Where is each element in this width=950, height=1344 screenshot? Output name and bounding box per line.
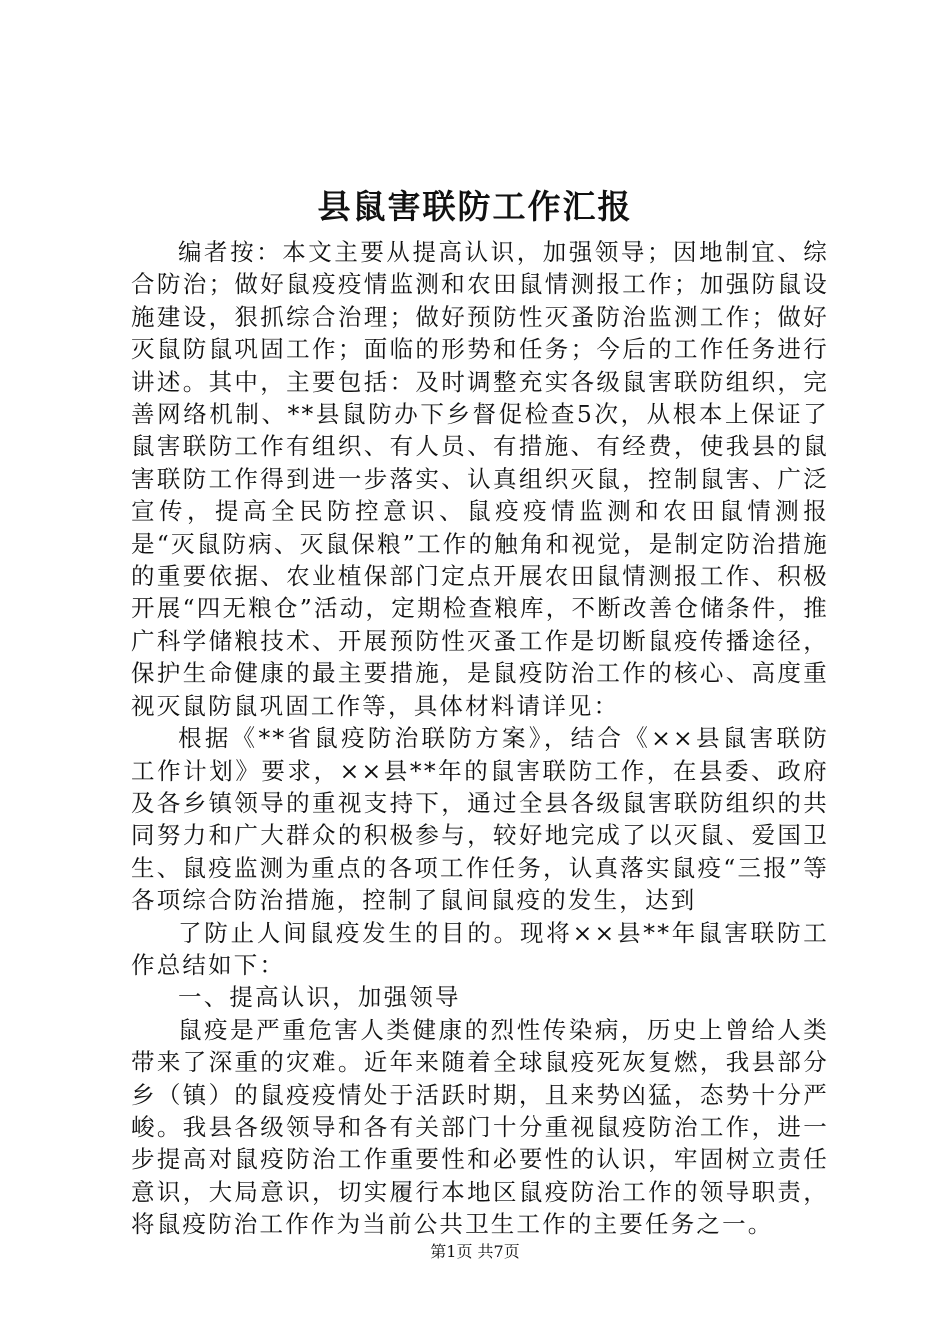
section-heading: 一、提高认识，加强领导 [178,983,461,1012]
paragraph-editor-note: 编者按：本文主要从提高认识，加强领导；因地制宜、综合防治；做好鼠疫疫情监测和农田鼠情测报工作；加强防鼠设施建设，狠抓综合治理；做好预防性灭蚤防治监测工作；做好灭鼠防鼠巩固工作；面临的形势和任务；今后的工作任务进行讲述。其中，主要包括：及时调整充实各级鼠害联防组织，完善网络机制、**县鼠防办下乡督促检查5次，从根本上保证了鼠害联防工作有组织、有人员、有措施、有经费，使我县的鼠害联防工作得到进一步落实、认真组织灭鼠，控制鼠害、广泛宣传，提高全民防控意识、鼠疫疫情监测和农田鼠情测报是“灭鼠防病、灭鼠保粮”工作的触角和视觉，是制定防治措施的重要依据、农业植保部门定点开展农田鼠情测报工作、积极开展“四无粮仓”活动，定期检查粮库，不断改善仓储条件，推广科学储粮技术、开展预防性灭蚤工作是切断鼠疫传播途径，保护生命健康的最主要措施，是鼠疫防治工作的核心、高度重视灭鼠防鼠巩固工作等，具体材料请详见： [131,238,829,720]
paragraph-intro: 根据《**省鼠疫防治联防方案》，结合《××县鼠害联防工作计划》要求，××县**年的鼠害联防工作，在县委、政府及各乡镇领导的重视支持下，通过全县各级鼠害联防组织的共同努力和广大群众的积极参与，较好地完成了以灭鼠、爱国卫生、鼠疫监测为重点的各项工作任务，认真落实鼠疫“三报”等各项综合防治措施，控制了鼠间鼠疫的发生，达到 [131,724,829,915]
paragraph-section-one: 鼠疫是严重危害人类健康的烈性传染病，历史上曾给人类带来了深重的灾难。近年来随着全球鼠疫死灰复燃，我县部分乡（镇）的鼠疫疫情处于活跃时期，且来势凶猛，态势十分严峻。我县各级领导和各有关部门十分重视鼠疫防治工作，进一步提高对鼠疫防治工作重要性和必要性的认识，牢固树立责任意识，大局意识，切实履行本地区鼠疫防治工作的领导职责，将鼠疫防治工作作为当前公共卫生工作的主要任务之一。 [131,1015,829,1239]
document-title: 县鼠害联防工作汇报 [317,187,633,226]
document-body [131,236,829,1241]
paragraph-intro-continued: 了防止人间鼠疫发生的目的。现将××县**年鼠害联防工作总结如下： [131,918,829,979]
page-number-footer: 第1页 共7页 [430,1242,520,1261]
